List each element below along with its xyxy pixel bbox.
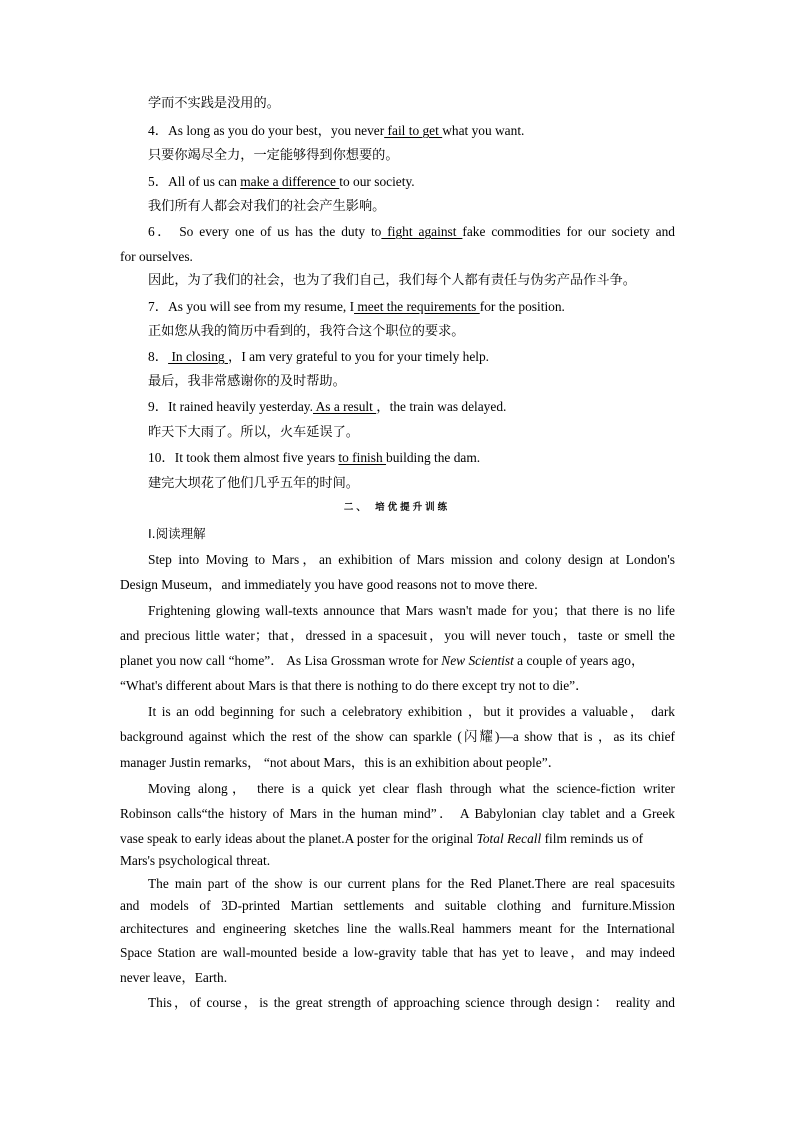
item-number: 10． [148,450,175,465]
item-text-post: ，I am very grateful to you for your timely help. [227,349,490,364]
item-7-translation: 正如您从我的简历中看到的，我符合这个职位的要求。 [148,324,465,339]
passage-line: and precious little water；that，dressed in a spacesuit，you will never touch，taste or smell the [120,628,675,643]
passage-text: planet you now call “home”． As Lisa Grossman wrote for [120,653,442,668]
passage-line: The main part of the show is our current plans for the Red Planet.There are real spacesuits [148,876,675,891]
item-number: 4． [148,123,169,138]
passage-line: Robinson calls“the history of Mars in the human mind”． A Babylonian clay tablet and a Greek [120,806,675,821]
item-text-pre: So every one of us has the duty to [179,224,382,239]
passage-line: Mars's psychological threat. [120,853,271,868]
exercise-item-10 [148,449,480,467]
exercise-item-4 [148,122,524,140]
item-number: 8． [148,349,169,364]
item-number: 5． [148,174,169,189]
answer-blank: fail to get [384,123,443,138]
passage-line [120,652,644,670]
item-text-pre: As you will see from my resume, I [168,299,355,314]
answer-blank: make a difference [240,174,340,189]
item-9-translation: 昨天下大雨了。所以，火车延误了。 [148,425,359,440]
item-text-post: what you want. [442,123,525,138]
item-text-pre: It rained heavily yesterday. [168,399,313,414]
passage-line: and models of 3D-printed Martian settlements and suitable clothing and furniture.Mission [120,898,675,913]
passage-line: This，of course，is the great strength of approaching science through design： reality and [148,995,675,1010]
previous-translation: 学而不实践是没用的。 [148,96,280,111]
answer-blank: fight against [381,224,463,239]
answer-blank: In closing [168,349,228,364]
part-heading: Ⅰ.阅读理解 [148,526,206,541]
item-number: 7． [148,299,169,314]
item-text-post: ，the train was delayed. [376,399,507,414]
item-5-translation: 我们所有人都会对我们的社会产生影响。 [148,199,386,214]
item-10-translation: 建完大坝花了他们几乎五年的时间。 [148,476,359,491]
passage-line: background against which the rest of the show can sparkle (闪耀)—a show that is ，as its chief [120,729,675,744]
passage-text: a couple of years ago， [513,653,645,668]
section-title: 二、 培优提升训练 [343,502,451,513]
item-6-translation: 因此，为了我们的社会，也为了我们自己，我们每个人都有责任与伪劣产品作斗争。 [148,273,636,288]
item-6-continuation: for ourselves. [120,249,193,264]
passage-line: Moving along， there is a quick yet clear flash through what the science-fiction writer [148,781,675,796]
item-text-pre: It took them almost five years [174,450,339,465]
exercise-item-7 [148,298,565,316]
passage-text: vase speak to early ideas about the planet.A poster for the original [120,831,477,846]
item-8-translation: 最后，我非常感谢你的及时帮助。 [148,374,346,389]
exercise-item-8 [148,348,489,366]
passage-line: Step into Moving to Mars，an exhibition of Mars mission and colony design at London's [148,552,675,567]
item-text-post: building the dam. [386,450,481,465]
passage-line: It is an odd beginning for such a celebratory exhibition ，but it provides a valuable， dark [148,704,675,719]
answer-blank: to finish [338,450,387,465]
passage-line: architectures and engineering sketches line the walls.Real hammers meant for the International [120,921,675,936]
item-text-post: fake commodities for our society and [462,224,675,239]
answer-blank: meet the requirements [354,299,480,314]
item-number: 9． [148,399,169,414]
film-title: Total Recall [476,831,542,846]
item-text-pre: All of us can [168,174,241,189]
passage-text: film reminds us of [541,831,644,846]
passage-line: never leave，Earth. [120,970,228,985]
passage-line: Design Museum，and immediately you have good reasons not to move there. [120,577,538,592]
item-text-pre: As long as you do your best，you never [168,123,385,138]
passage-line: Space Station are wall-mounted beside a low-gravity table that has yet to leave，and may indeed [120,945,675,960]
passage-line: manager Justin remarks， “not about Mars，this is an exhibition about people”． [120,755,562,770]
passage-line [120,830,643,848]
exercise-item-6 [148,223,675,241]
exercise-item-9 [148,398,506,416]
item-4-translation: 只要你竭尽全力，一定能够得到你想要的。 [148,148,399,163]
publication-title: New Scientist [441,653,514,668]
item-text-post: to our society. [339,174,415,189]
item-number: 6． [148,224,174,239]
item-text-post: for the position. [479,299,565,314]
passage-line: “What's different about Mars is that there is nothing to do there except try not to die”． [120,678,589,693]
exercise-item-5 [148,173,415,191]
passage-line: Frightening glowing wall-texts announce that Mars wasn't made for you；that there is no life [148,603,675,618]
answer-blank: As a result [312,399,377,414]
